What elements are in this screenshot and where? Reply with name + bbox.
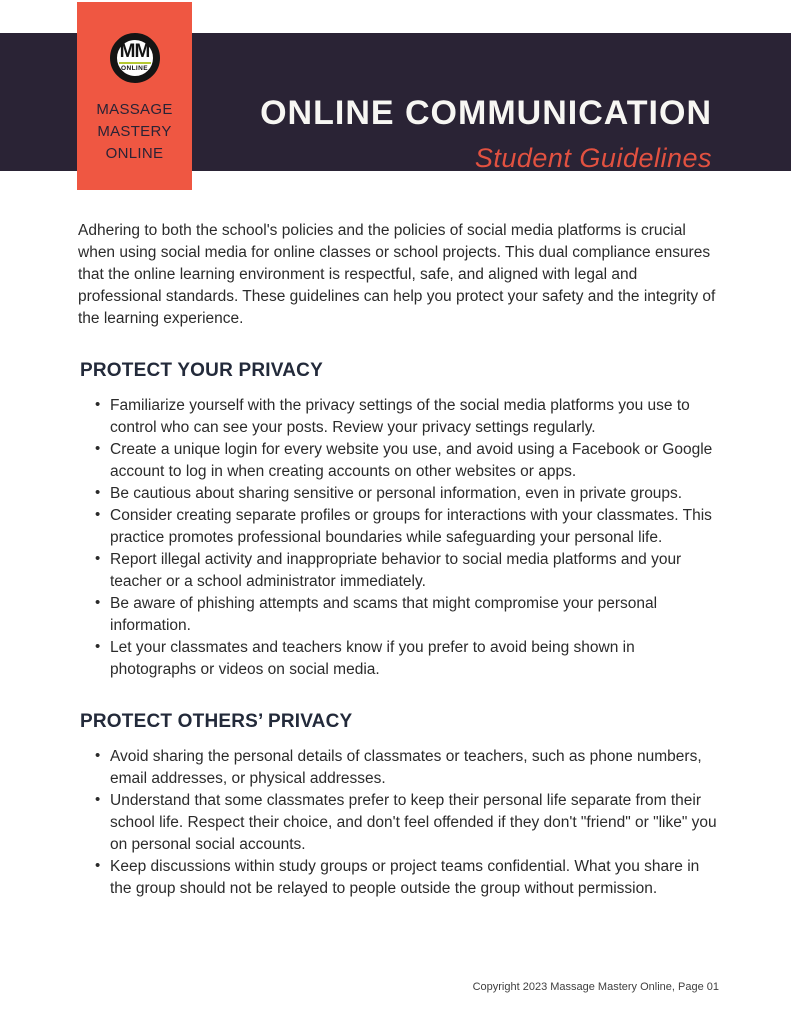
bullet-list bbox=[78, 746, 719, 900]
logo-monogram-sub: ONLINE bbox=[121, 65, 148, 73]
document-body bbox=[78, 220, 719, 900]
section-heading: PROTECT OTHERS’ PRIVACY bbox=[80, 711, 353, 732]
bullet-item: • Understand that some classmates prefer to keep their personal life separate from their school life. Respect their choice, and don't feel offended if they don't "friend" or "like" you on personal social accounts. bbox=[110, 790, 719, 856]
brand-line: MASSAGE bbox=[96, 101, 173, 118]
logo-monogram: MM bbox=[119, 41, 150, 63]
mm-online-logo-icon bbox=[110, 33, 160, 83]
bullet-item: • Consider creating separate profiles or groups for interactions with your classmates. This practice promotes professional boundaries while safeguarding your personal life. bbox=[110, 505, 719, 549]
header-text-block bbox=[192, 66, 791, 174]
bullet-item: • Report illegal activity and inappropriate behavior to social media platforms and your teacher or a school administrator immediately. bbox=[110, 549, 719, 593]
bullet-item: • Familiarize yourself with the privacy settings of the social media platforms you use to control who can see your posts. Review your privacy settings regularly. bbox=[110, 395, 719, 439]
brand-badge bbox=[77, 2, 192, 190]
guideline-section bbox=[78, 710, 719, 900]
brand-name bbox=[96, 99, 172, 165]
bullet-list bbox=[78, 395, 719, 681]
brand-line: ONLINE bbox=[105, 145, 164, 162]
bullet-item: • Be aware of phishing attempts and scams that might compromise your personal information. bbox=[110, 593, 719, 637]
bullet-item: • Create a unique login for every website you use, and avoid using a Facebook or Google account to log in when creating accounts on other websites or apps. bbox=[110, 439, 719, 483]
bullet-item: • Let your classmates and teachers know if you prefer to avoid being shown in photographs or videos on social media. bbox=[110, 637, 719, 681]
section-heading: PROTECT YOUR PRIVACY bbox=[80, 360, 323, 381]
intro-paragraph: Adhering to both the school's policies and the policies of social media platforms is crucial when using social media for online classes or school projects. This dual compliance ensures that the online learning environment is respectful, safe, and aligned with legal and professional standards. These guidelines can help you protect your safety and the integrity of the learning experience. bbox=[78, 222, 716, 327]
logo-divider bbox=[119, 62, 151, 64]
brand-line: MASTERY bbox=[97, 123, 172, 140]
footer-copyright: Copyright 2023 Massage Mastery Online, Page 01 bbox=[472, 981, 719, 993]
guideline-section bbox=[78, 359, 719, 681]
bullet-item: • Keep discussions within study groups or project teams confidential. What you share in the group should not be relayed to people outside the group without permission. bbox=[110, 856, 719, 900]
bullet-item: • Avoid sharing the personal details of classmates or teachers, such as phone numbers, email addresses, or physical addresses. bbox=[110, 746, 719, 790]
page-title: ONLINE COMMUNICATION bbox=[260, 94, 712, 132]
sections-container bbox=[78, 359, 719, 900]
bullet-item: • Be cautious about sharing sensitive or personal information, even in private groups. bbox=[110, 483, 719, 505]
page-subtitle: Student Guidelines bbox=[474, 143, 712, 174]
